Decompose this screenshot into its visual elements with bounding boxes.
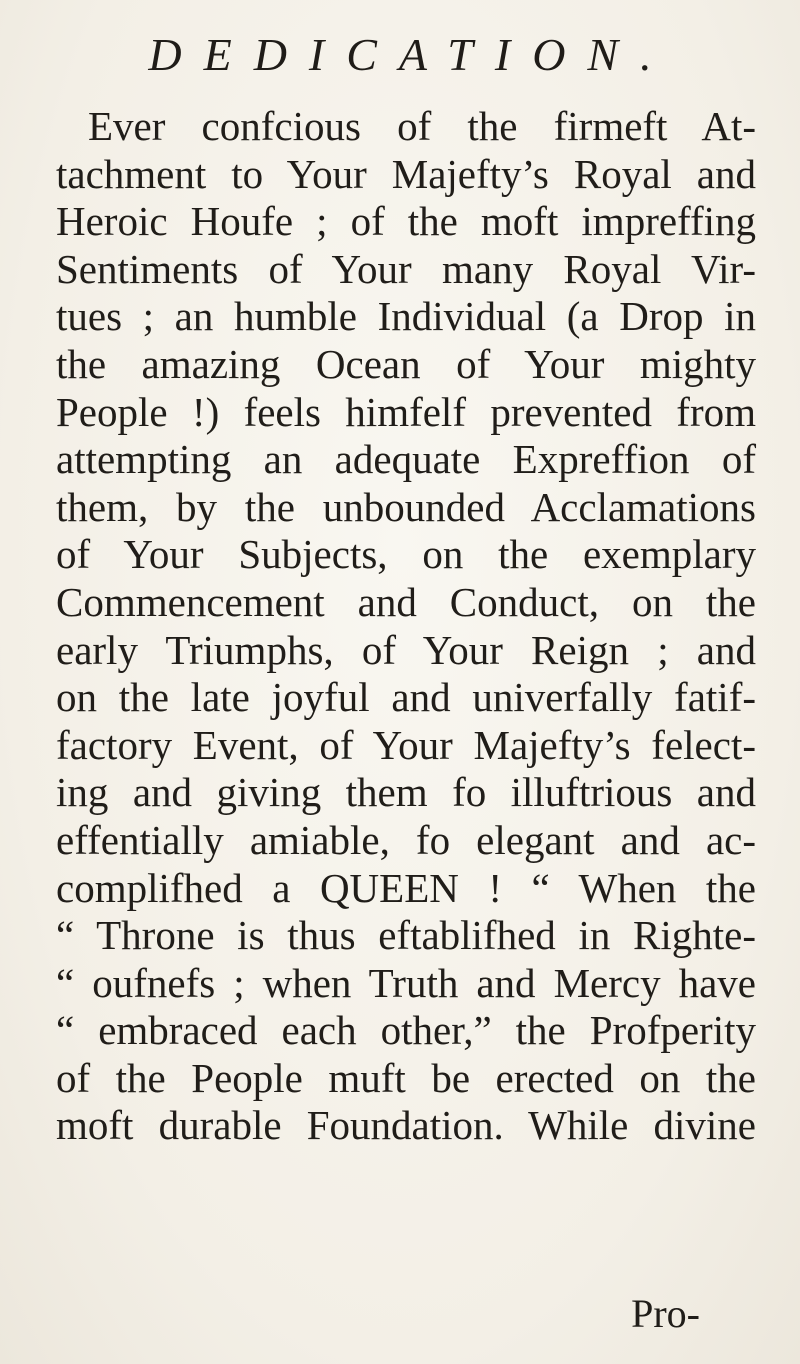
dedication-body (56, 103, 756, 1150)
text-line-12: early Triumphs, of Your Reign ; and (56, 626, 756, 673)
text-line-1: Ever confcious of the firmeft At- (88, 103, 756, 149)
text-line-5: tues ; an humble Individual (a Drop in (56, 293, 756, 340)
text-line-22: moft durable Foundation. While divine (56, 1102, 756, 1149)
text-line-3: Heroic Houfe ; of the moft impreffing (56, 198, 756, 245)
text-line-13: on the late joyful and univerfally fatif- (56, 674, 756, 721)
text-line-9: them, by the unbounded Acclamations (56, 483, 756, 530)
catchword: Pro- (631, 1291, 700, 1336)
text-line-8: attempting an adequate Expreffion of (56, 436, 756, 483)
text-line-10: of Your Subjects, on the exemplary (56, 531, 756, 578)
text-line-16: effentially amiable, fo elegant and ac- (56, 816, 756, 863)
text-line-15: ing and giving them fo illuftrious and (56, 769, 756, 816)
text-line-18: “ Throne is thus eftablifhed in Righte- (56, 912, 756, 959)
text-line-21: of the People muft be erected on the (56, 1054, 756, 1101)
text-line-6: the amazing Ocean of Your mighty (56, 340, 756, 387)
page-header-dedication: DEDICATION. (148, 29, 674, 80)
text-line-20: “ embraced each other,” the Profperity (56, 1007, 756, 1054)
text-line-4: Sentiments of Your many Royal Vir- (56, 245, 756, 292)
text-line-11: Commencement and Conduct, on the (56, 578, 756, 625)
text-line-17: complifhed a QUEEN ! “ When the (56, 864, 756, 911)
text-line-7: People !) feels himfelf prevented from (56, 388, 756, 435)
text-line-2: tachment to Your Majefty’s Royal and (56, 150, 756, 197)
text-line-14: factory Event, of Your Majefty’s felect- (56, 721, 756, 768)
text-line-19: “ oufnefs ; when Truth and Mercy have (56, 959, 756, 1006)
